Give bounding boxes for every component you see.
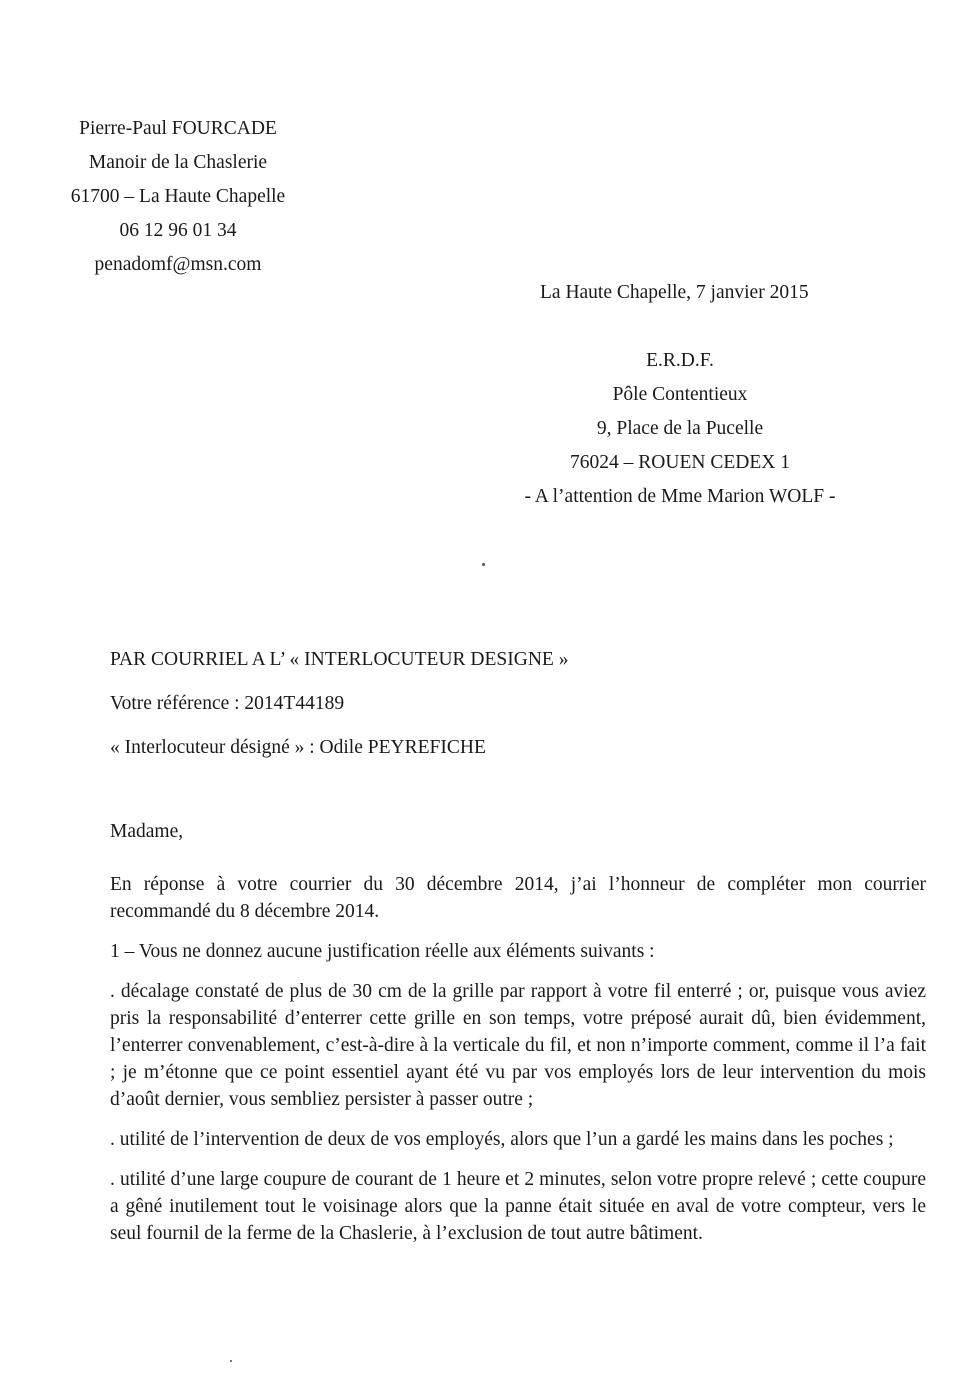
paragraph: . utilité d’une large coupure de courant de 1 heure et 2 minutes, selon votre propre relevé ; cette coupure a gêné inutilement tout le voisinage alors que la panne était située en aval de votre compteur, vers le seul fournil de la ferme de la Chaslerie, à l’exclusion de tout autre bâtiment. — [110, 1169, 926, 1244]
sender-email: penadomf@msn.com — [94, 254, 262, 275]
sender-phone: 06 12 96 01 34 — [119, 220, 237, 241]
recipient-attention: - A l’attention de Mme Marion WOLF - — [524, 486, 836, 507]
letter-body — [110, 818, 926, 1260]
paragraph: . utilité de l’intervention de deux de vos employés, alors que l’un a gardé les mains dans les poches ; — [110, 1129, 894, 1150]
sender-address-line1: Manoir de la Chaslerie — [88, 152, 268, 173]
sender-block — [58, 112, 298, 282]
paragraph: . décalage constaté de plus de 30 cm de la grille par rapport à votre fil enterré ; or, puisque vous aviez pris la responsabilité d’enterrer cette grille en son temps, votre préposé aurait dû, bien évidemment, l’enterrer convenablement, c’est-à-dire à la verticale du fil, et non n’importe comment, comme il l’a fait ; je m’étonne que ce point essentiel ayant été vu par vos employés lors de leur intervention du mois d’août dernier, vous sembliez persister à passer outre ; — [110, 981, 926, 1110]
scan-speck — [482, 563, 485, 566]
greeting: Madame, — [110, 821, 184, 842]
scan-speck — [230, 1360, 232, 1362]
sender-name: Pierre-Paul FOURCADE — [79, 118, 277, 139]
delivery-mode: PAR COURRIEL A L’ « INTERLOCUTEUR DESIGNE » — [110, 649, 569, 670]
recipient-department: Pôle Contentieux — [612, 384, 748, 405]
paragraph: En réponse à votre courrier du 30 décembre 2014, j’ai l’honneur de compléter mon courrier recommandé du 8 décembre 2014. — [110, 874, 926, 922]
recipient-city: 76024 – ROUEN CEDEX 1 — [570, 452, 790, 473]
paragraph: 1 – Vous ne donnez aucune justification réelle aux éléments suivants : — [110, 941, 655, 962]
your-reference: Votre référence : 2014T44189 — [110, 693, 345, 714]
recipient-street: 9, Place de la Pucelle — [596, 418, 764, 439]
reference-block — [110, 646, 568, 778]
recipient-block — [500, 344, 860, 514]
sender-address-line2: 61700 – La Haute Chapelle — [70, 186, 286, 207]
designated-contact: « Interlocuteur désigné » : Odile PEYREFICHE — [110, 737, 486, 758]
date-line: La Haute Chapelle, 7 janvier 2015 — [540, 282, 809, 303]
recipient-org: E.R.D.F. — [646, 350, 714, 371]
